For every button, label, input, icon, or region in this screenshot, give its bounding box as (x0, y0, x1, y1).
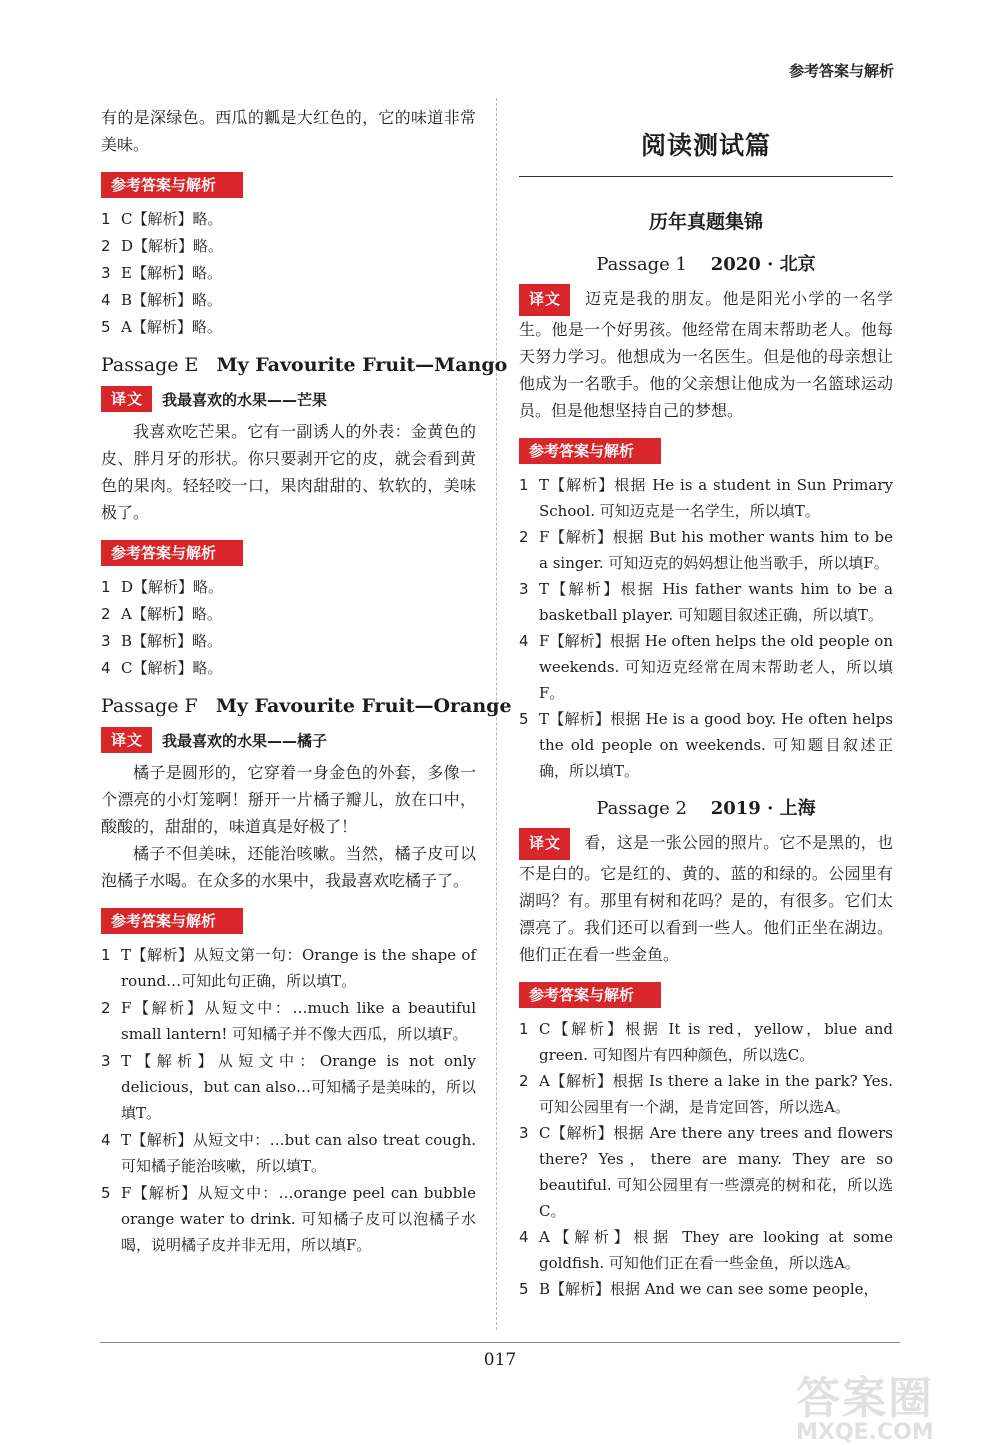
answers-label: 参考答案与解析 (101, 908, 243, 934)
answer-item: 3 T【解析】根据 His father wants him to be a basketball player. 可知题目叙述正确，所以填T。 (519, 580, 893, 624)
right-column (519, 104, 893, 1302)
answer-item: 2 A【解析】略。 (101, 605, 222, 623)
answers-label: 参考答案与解析 (519, 438, 661, 464)
translation-label: 译文 (101, 727, 152, 753)
section-rule (519, 176, 893, 177)
translation-heading (101, 727, 476, 753)
answer-item: 1 T【解析】根据 He is a student in Sun Primary School. 可知迈克是一名学生，所以填T。 (519, 476, 893, 520)
passage-source: 2020 · 北京 (710, 254, 816, 275)
answer-item: 5 A【解析】略。 (101, 318, 222, 336)
answer-item: 2 F【解析】根据 But his mother wants him to be a singer. 可知迈克的妈妈想让他当歌手，所以填F。 (519, 528, 893, 572)
passage-prefix: Passage 1 (596, 254, 687, 275)
answer-item: 4 T【解析】从短文中：…but can also treat cough. 可知橘子能治咳嗽，所以填T。 (101, 1131, 476, 1175)
section-title: 阅读测试篇 (640, 131, 771, 160)
watermark-logo: 答案圈 MXQE.COM (796, 1373, 934, 1445)
answer-item: 4 F【解析】根据 He often helps the old people on weekends. 可知迈克经常在周末帮助老人，所以填F。 (519, 632, 893, 702)
translation-label: 译文 (519, 284, 570, 316)
sub-title: 历年真题集锦 (648, 211, 763, 233)
answer-item: 1 C【解析】略。 (101, 210, 223, 228)
translation-text: 译文 迈克是我的朋友。他是阳光小学的一名学生。他是一个好男孩。他经常在周末帮助老人。他每天努力学习。他想成为一名医生。但是他的母亲想让他成为一名歌手。他的父亲想让他成为一名篮球运动员。但是他想坚持自己的梦想。 (519, 284, 893, 424)
passage-prefix: Passage 2 (596, 798, 687, 819)
answer-item: 3 C【解析】根据 Are there any trees and flowers there? Yes，there are many. They are so beautiful. 可知公园里有一些漂亮的树和花，所以选C。 (519, 1124, 893, 1220)
translation-label: 译文 (519, 828, 570, 860)
passage-heading (101, 695, 512, 717)
page-number: 017 (483, 1350, 517, 1370)
translation-title: 我最喜欢的水果——橘子 (162, 731, 328, 750)
answer-item: 3 E【解析】略。 (101, 264, 222, 282)
page-header-title: 参考答案与解析 (788, 62, 894, 80)
passage-title: My Favourite Fruit—Mango (216, 354, 508, 376)
passage-prefix: Passage F (101, 695, 198, 717)
answer-item: 1 C【解析】根据 It is red，yellow，blue and green. 可知图片有四种颜色，所以选C。 (519, 1020, 893, 1064)
answer-list (101, 206, 476, 340)
passage-title: My Favourite Fruit—Orange (215, 695, 512, 717)
answer-item: 4 A【解析】根据 They are looking at some goldfish. 可知他们正在看一些金鱼，所以选A。 (519, 1228, 893, 1272)
answer-item: 4 B【解析】略。 (101, 291, 223, 309)
answer-item: 5 B【解析】根据 And we can see some people， (519, 1280, 879, 1298)
passage-prefix: Passage E (101, 354, 199, 376)
answer-list (519, 1016, 893, 1302)
passage-heading (519, 794, 893, 820)
answers-label: 参考答案与解析 (519, 982, 661, 1008)
translation-heading (101, 386, 476, 412)
answer-list (101, 942, 476, 1258)
translation-text: 我喜欢吃芒果。它有一副诱人的外表：金黄色的皮、胖月牙的形状。你只要剥开它的皮，就会看到黄色的果肉。轻轻咬一口，果肉甜甜的、软软的，美味极了。 (101, 422, 476, 522)
answer-list (519, 472, 893, 784)
answer-item: 1 T【解析】从短文第一句：Orange is the shape of round…可知此句正确，所以填T。 (101, 946, 476, 990)
left-column (101, 104, 512, 1259)
answer-list (101, 574, 476, 681)
translation-label: 译文 (101, 386, 152, 412)
answer-item: 1 D【解析】略。 (101, 578, 224, 596)
translation-title: 我最喜欢的水果——芒果 (162, 390, 328, 409)
answer-item: 4 C【解析】略。 (101, 659, 223, 677)
answers-label: 参考答案与解析 (101, 172, 243, 198)
answer-item: 5 F【解析】从短文中：…orange peel can bubble orange water to drink. 可知橘子皮可以泡橘子水喝，说明橘子皮并非无用，所以填F。 (101, 1184, 476, 1254)
answer-item: 3 T【解析】从短文中：Orange is not only delicious，but can also…可知橘子是美味的，所以填T。 (101, 1052, 476, 1122)
passage-heading (101, 354, 508, 376)
answer-item: 3 B【解析】略。 (101, 632, 223, 650)
passage-heading (519, 250, 893, 276)
footer-rule (100, 1342, 900, 1343)
translation-text: 橘子不但美味，还能治咳嗽。当然，橘子皮可以泡橘子水喝。在众多的水果中，我最喜欢吃橘子了。 (101, 844, 476, 890)
answers-label: 参考答案与解析 (101, 540, 243, 566)
answer-item: 5 T【解析】根据 He is a good boy. He often helps the old people on weekends. 可知题目叙述正确，所以填T。 (519, 710, 893, 780)
answer-item: 2 A【解析】根据 Is there a lake in the park? Yes. 可知公园里有一个湖，是肯定回答，所以选A。 (519, 1072, 893, 1116)
translation-text: 译文 看，这是一张公园的照片。它不是黑的，也不是白的。它是红的、黄的、蓝的和绿的。公园里有湖吗？有。那里有树和花吗？是的，有很多。它们太漂亮了。我们还可以看到一些人。他们正坐在湖边。他们正在看一些金鱼。 (519, 828, 893, 968)
answer-item: 2 D【解析】略。 (101, 237, 224, 255)
answer-item: 2 F【解析】从短文中：…much like a beautiful small lantern! 可知橘子并不像大西瓜，所以填F。 (101, 999, 476, 1043)
intro-text: 有的是深绿色。西瓜的瓤是大红色的，它的味道非常美味。 (101, 108, 476, 154)
translation-text: 橘子是圆形的，它穿着一身金色的外套，多像一个漂亮的小灯笼啊！掰开一片橘子瓣儿，放在口中，酸酸的，甜甜的，味道真是好极了！ (101, 763, 476, 836)
passage-source: 2019 · 上海 (710, 798, 816, 819)
